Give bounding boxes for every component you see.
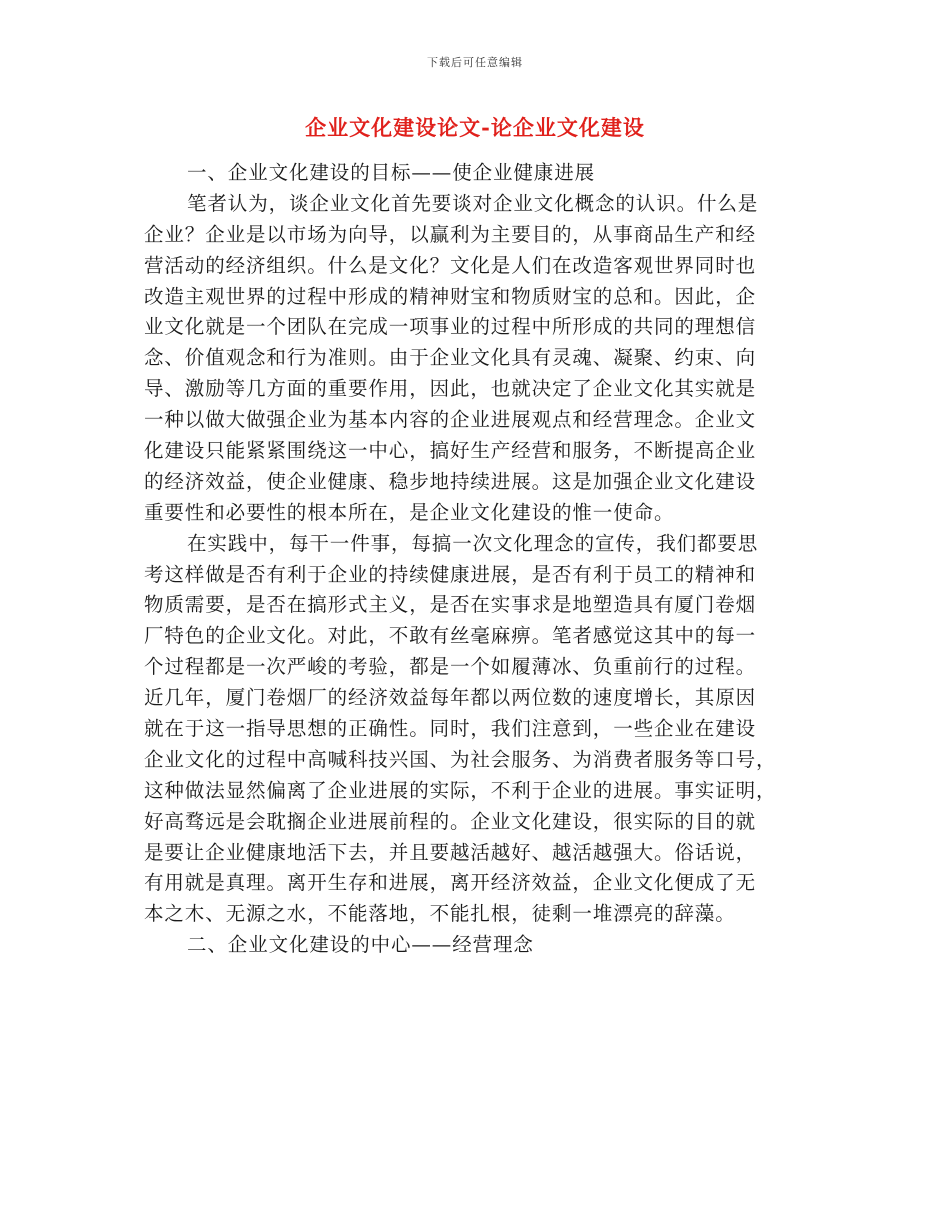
body-text-line: 就在于这一指导思想的正确性。同时，我们注意到，一些企业在建设	[144, 717, 757, 741]
body-text-line: 企业？企业是以市场为向导，以赢利为主要目的，从事商品生产和经	[144, 222, 757, 246]
body-text-line: 好高骛远是会耽搁企业进展前程的。企业文化建设，很实际的目的就	[144, 809, 757, 833]
body-text-line: 本之木、无源之水，不能落地，不能扎根，徒剩一堆漂亮的辞藻。	[144, 902, 736, 926]
body-text-line: 物质需要，是否在搞形式主义，是否在实事求是地塑造具有厦门卷烟	[144, 593, 757, 617]
body-text-line: 的经济效益，使企业健康、稳步地持续进展。这是加强企业文化建设	[144, 469, 757, 493]
body-text-line: 有用就是真理。离开生存和进展，离开经济效益，企业文化便成了无	[144, 871, 757, 895]
body-text-line: 在实践中，每干一件事，每搞一次文化理念的宣传，我们都要思	[187, 531, 759, 555]
body-text-line: 一种以做大做强企业为基本内容的企业进展观点和经营理念。企业文	[144, 408, 757, 432]
body-text-line: 改造主观世界的过程中形成的精神财宝和物质财宝的总和。因此，企	[144, 284, 757, 308]
body-text-line: 念、价值观念和行为准则。由于企业文化具有灵魂、凝聚、约束、向	[144, 346, 757, 370]
body-text-line: 导、激励等几方面的重要作用，因此，也就决定了企业文化其实就是	[144, 377, 757, 401]
body-text-line: 重要性和必要性的根本所在，是企业文化建设的惟一使命。	[144, 500, 675, 524]
body-text-line: 化建设只能紧紧围绕这一中心，搞好生产经营和服务，不断提高企业	[144, 439, 757, 463]
body-text-line: 营活动的经济组织。什么是文化？文化是人们在改造客观世界同时也	[144, 253, 757, 277]
body-text-line: 二、企业文化建设的中心——经营理念	[187, 933, 534, 957]
body-text-line: 业文化就是一个团队在完成一项事业的过程中所形成的共同的理想信	[144, 315, 757, 339]
body-text-line: 个过程都是一次严峻的考验，都是一个如履薄冰、负重前行的过程。	[144, 655, 757, 679]
header-note: 下载后可任意编辑	[427, 56, 523, 69]
document-title: 企业文化建设论文-论企业文化建设	[305, 115, 645, 140]
body-text-line: 企业文化的过程中高喊科技兴国、为社会服务、为消费者服务等口号，	[144, 747, 777, 771]
document-body	[144, 158, 800, 961]
body-text-line: 考这样做是否有利于企业的持续健康进展，是否有利于员工的精神和	[144, 562, 757, 586]
body-text-line: 一、企业文化建设的目标——使企业健康进展	[187, 161, 596, 184]
body-text-line: 这种做法显然偏离了企业进展的实际，不利于企业的进展。事实证明，	[144, 778, 777, 802]
body-text-line: 是要让企业健康地活下去，并且要越活越好、越活越强大。俗话说，	[144, 840, 757, 864]
body-text-line: 近几年，厦门卷烟厂的经济效益每年都以两位数的速度增长，其原因	[144, 686, 757, 710]
body-text-line: 笔者认为，谈企业文化首先要谈对企业文化概念的认识。什么是	[187, 191, 759, 215]
body-text-line: 厂特色的企业文化。对此，不敢有丝毫麻痹。笔者感觉这其中的每一	[144, 624, 757, 648]
